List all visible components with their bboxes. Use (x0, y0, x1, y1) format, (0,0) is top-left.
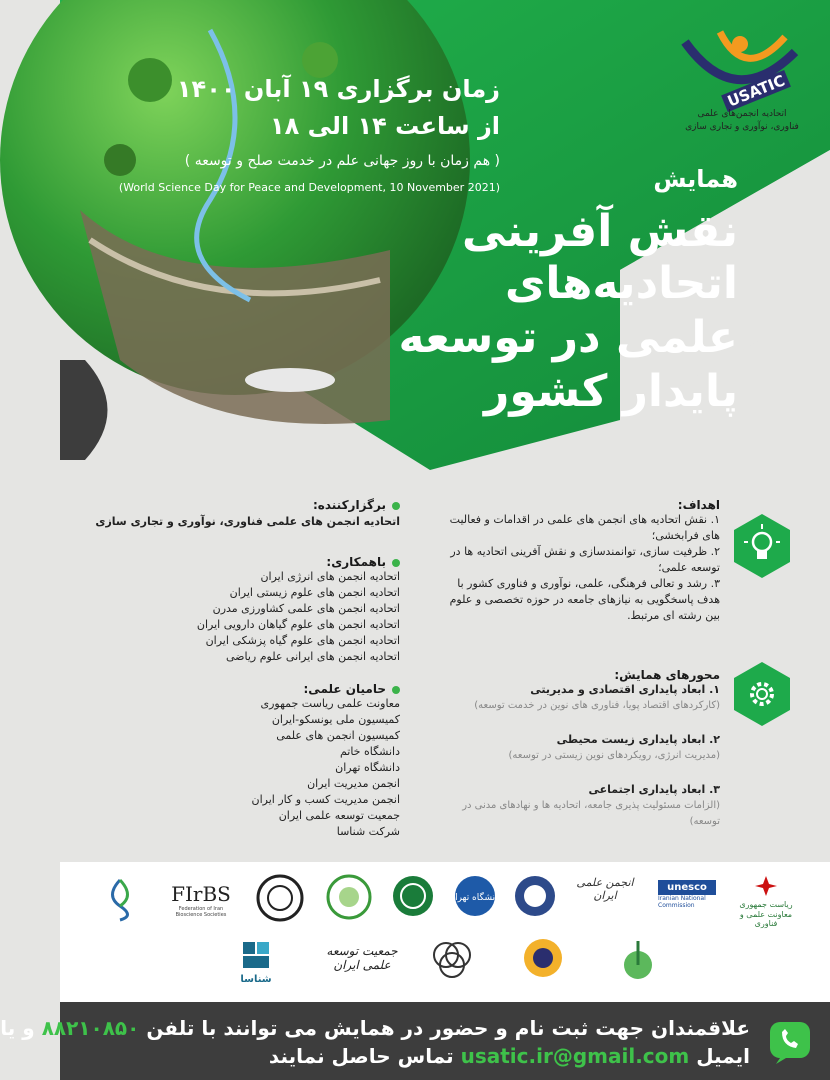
bullet-icon (392, 686, 400, 694)
axis-title: ۲. ابعاد پایداری زیست محیطی (556, 733, 720, 746)
phone-chat-icon (768, 1020, 812, 1064)
shenasa-logo (238, 940, 274, 985)
list-item: اتحادیه انجمن های علمی کشاورزی مدرن (212, 602, 400, 615)
organizer-section (90, 498, 400, 530)
footer-line-2 (269, 1044, 750, 1068)
emblem-icon (751, 874, 781, 896)
tehran-text: دانشگاه تهران (448, 893, 502, 903)
sponsors-section (90, 682, 400, 840)
firbs-logo (170, 882, 232, 918)
business-management-logo (522, 937, 564, 979)
scientific-union-logo: انجمن علمی ایران (576, 876, 634, 902)
email-label: ایمیل (696, 1044, 750, 1068)
list-item: دانشگاه تهران (335, 761, 400, 774)
khatam-logo (326, 874, 372, 920)
list-item: اتحادیه انجمن های علوم گیاهان دارویی ایران (196, 618, 400, 631)
unesco-logo (658, 880, 716, 909)
title-line-2: اتحادیه‌های (505, 258, 738, 309)
list-item: انجمن مدیریت کسب و کار ایران (251, 793, 400, 806)
bullet-icon (392, 559, 400, 567)
event-time: از ساعت ۱۴ الی ۱۸ (270, 112, 500, 140)
firbs-sub: Federation of Iran Bioscience Societies (175, 906, 227, 918)
partner-logos (60, 862, 830, 1002)
unesco-text: unesco (658, 880, 716, 895)
email-link[interactable]: usatic.ir@gmail.com (460, 1044, 690, 1068)
biology-society-logo (95, 876, 145, 922)
list-item: معاونت علمی ریاست جمهوری (260, 697, 400, 710)
list-item: انجمن مدیریت ایران (307, 777, 400, 790)
iran-management-logo (513, 874, 557, 918)
collaborators-section (90, 555, 400, 665)
title-line-4: پایدار کشور (484, 366, 738, 417)
list-item: دانشگاه خاتم (339, 745, 400, 758)
phone-number: ۸۸۲۱۰۸۵۰ (41, 1016, 140, 1040)
organizer-name: اتحادیه انجمن های علمی فناوری، نوآوری و تجاری سازی (95, 515, 400, 528)
plant-protection-logo (620, 937, 656, 987)
axes-heading: محورهای همایش: (614, 668, 720, 682)
side-decoration (60, 360, 130, 460)
axis-note: (کارکردهای اقتصاد پویا، فناوری های نوین در خدمت توسعه) (474, 700, 720, 711)
bullet-icon (392, 502, 400, 510)
collaborators-heading: باهمکاری: (326, 555, 386, 569)
footer-text-2: تماس حاصل نمایند (268, 1044, 454, 1068)
commission-logo (430, 937, 474, 987)
list-item: ۲. ظرفیت سازی، توانمندسازی و نقش آفرینی اتحادیه ها در توسعه علمی؛ (450, 545, 720, 574)
title-prefix: همایش (653, 165, 738, 193)
tehran-university-logo (448, 874, 502, 918)
list-item: کمیسیون ملی یونسکو-ایران (271, 713, 400, 726)
list-item: شرکت شناسا (336, 825, 400, 838)
axis-note: (مدیریت انرژی، رویکردهای نوین زیستی در توسعه) (508, 750, 720, 761)
goals-heading: اهداف: (677, 498, 720, 512)
presidency-text: ریاست جمهوری معاونت علمی و فناوری (739, 900, 793, 929)
list-item: اتحادیه انجمن های علوم زیستی ایران (229, 586, 400, 599)
science-society-logo (256, 874, 304, 922)
list-item: اتحادیه انجمن های علوم گیاه پزشکی ایران (205, 634, 400, 647)
unesco-sub: Iranian National Commission (658, 895, 706, 909)
axis-title: ۳. ابعاد پایداری اجتماعی (588, 783, 720, 796)
title-line-1: نقش آفرینی (462, 206, 738, 257)
footer-text: علاقمندان جهت ثبت نام و حضور در همایش می توانند با تلفن (146, 1016, 750, 1040)
title-line-3: علمی در توسعه (398, 312, 738, 363)
footer-text-end: و یا (0, 1016, 35, 1040)
event-date: زمان برگزاری ۱۹ آبان ۱۴۰۰ (176, 75, 500, 103)
lightbulb-icon (732, 512, 792, 580)
scientific-development-logo: جمعیت توسعه علمی ایران (326, 944, 398, 972)
goals-section (435, 498, 720, 624)
presidency-logo (736, 874, 796, 929)
concurrent-fa: ( هم زمان با روز جهانی علم در خدمت صلح و توسعه ) (184, 153, 500, 169)
axis-title: ۱. ابعاد پایداری اقتصادی و مدیریتی (530, 683, 720, 696)
firbs-text: FIrBS (171, 882, 231, 906)
list-item: اتحادیه انجمن های ایرانی علوم ریاضی (225, 650, 400, 663)
concurrent-en: (World Science Day for Peace and Development, 10 November 2021) (118, 181, 500, 194)
list-item: کمیسیون انجمن های علمی (276, 729, 400, 742)
list-item: اتحادیه انجمن های انرژی ایران (260, 570, 400, 583)
iranian-society-logo (391, 874, 435, 918)
gear-icon (732, 660, 792, 728)
sponsors-heading: حامیان علمی: (303, 682, 386, 696)
axes-section (435, 668, 720, 830)
organizer-heading: برگزارکننده: (312, 498, 386, 512)
footer-line-1 (0, 1016, 750, 1040)
axis-note: (الزامات مسئولیت پذیری جامعه، اتحادیه ها و نهادهای مدنی در توسعه) (462, 800, 720, 827)
footer (0, 1002, 830, 1080)
list-item: ۳. رشد و تعالی فرهنگی، علمی، نوآوری و فناوری کشور با هدف پاسخگویی به نیازهای جامعه در حوزه تخصصی و علوم بین رشته ای مرتبط. (449, 577, 720, 622)
usatic-subtitle: اتحادیه انجمن‌های علمی فناوری، نوآوری و تجاری سازی (685, 109, 799, 132)
usatic-wordmark: USATIC (721, 70, 791, 112)
shenasa-icon (241, 940, 271, 970)
list-item: ۱. نقش اتحادیه های انجمن های علمی در اقدامات و فعالیت های فرابخشی؛ (449, 513, 720, 542)
shenasa-text: شناسا (240, 974, 272, 985)
list-item: جمعیت توسعه علمی ایران (278, 809, 400, 822)
